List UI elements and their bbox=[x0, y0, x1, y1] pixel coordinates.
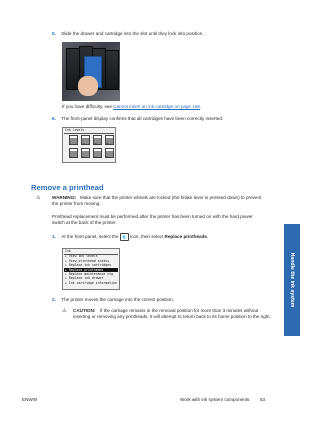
ink-menu-icon: 💧 bbox=[120, 233, 129, 241]
menu-item-label: Replace ink drawer bbox=[68, 276, 104, 281]
menu-item-label: View ink levels bbox=[68, 254, 98, 259]
menu-item-label: Replace printheads bbox=[68, 267, 104, 272]
replace-printheads-label: Replace printheads bbox=[164, 234, 207, 240]
ink-color-label: Y bbox=[70, 156, 72, 159]
warning-label: WARNING! bbox=[52, 195, 76, 200]
screen-title: Ink levels bbox=[65, 128, 85, 132]
warning-block bbox=[52, 195, 266, 207]
hand bbox=[78, 76, 98, 96]
ink-level-grid bbox=[63, 128, 115, 162]
footer-left: ENWW bbox=[22, 397, 38, 402]
step-number: 6. bbox=[52, 117, 57, 122]
step-6 bbox=[52, 116, 262, 123]
cartridge-insertion-photo bbox=[62, 42, 120, 101]
warning-text: Make sure that the printer wheels are locked (the brake lever is pressed down) to prevent the printer from moving. bbox=[52, 195, 262, 207]
chapter-side-tab-label: Handle the ink system bbox=[289, 252, 295, 308]
difficulty-note: If you have difficulty, see Cannot insert an ink cartridge on page 165. bbox=[62, 104, 202, 109]
chapter-side-tab bbox=[284, 224, 300, 336]
ink-color-label: M bbox=[106, 156, 108, 159]
step-number: 1. bbox=[52, 235, 57, 241]
menu-arrow-icon: ▸ bbox=[65, 276, 69, 281]
ink-color-label: LG bbox=[94, 156, 98, 159]
menu-arrow-icon: ▸ bbox=[65, 263, 69, 268]
section-title: Remove a printhead bbox=[31, 183, 104, 192]
menu-arrow-icon: ▸ bbox=[65, 280, 69, 285]
warning-icon: ⚠ bbox=[36, 195, 41, 201]
menu-arrow-icon: ▸ bbox=[65, 267, 69, 272]
ink-cartridge bbox=[105, 50, 119, 90]
step-text: The printer moves the carriage into the correct position. bbox=[61, 297, 174, 302]
step-1: 1. At the front panel, select the 💧 icon, then select Replace printheads. bbox=[52, 234, 209, 241]
ink-levels-screen bbox=[62, 127, 116, 163]
menu-item-label: Replace ink cartridges bbox=[68, 263, 112, 268]
ink-color-label: C bbox=[70, 143, 72, 146]
caution-icon: ⚠ bbox=[62, 308, 67, 314]
screen-title: Ink bbox=[65, 249, 71, 253]
menu-arrow-icon: ▸ bbox=[65, 258, 69, 263]
caution-block bbox=[73, 308, 273, 320]
caution-label: CAUTION: bbox=[73, 308, 96, 313]
step-number: 2. bbox=[52, 298, 57, 303]
step-2 bbox=[52, 297, 266, 304]
step-text: Slide the drawer and cartridge into the slot until they lock into position. bbox=[61, 31, 204, 36]
ink-menu-list bbox=[64, 254, 118, 285]
menu-arrow-icon: ▸ bbox=[65, 254, 69, 259]
step-text: The front-panel display confirms that all cartridges have been correctly inserted. bbox=[61, 116, 224, 121]
troubleshoot-link[interactable]: Cannot insert an ink cartridge on page 165 bbox=[113, 104, 200, 109]
ink-menu-screen bbox=[62, 248, 120, 290]
body-paragraph: Printhead replacement must be performed after the printer has been turned on with the hard power switch at the back of the printer. bbox=[52, 214, 253, 226]
menu-item-label: View printhead status bbox=[68, 258, 110, 263]
menu-item[interactable] bbox=[64, 281, 118, 285]
caution-text: If the carriage remains in the removal position for more than 3 minutes without inserting or removing any printheads, it will attempt to return back to its home position to the right. bbox=[73, 308, 271, 320]
ink-color-label: MK bbox=[106, 143, 110, 146]
footer-chapter: Work with ink system components bbox=[180, 397, 250, 402]
menu-arrow-icon: ▸ bbox=[65, 272, 69, 277]
ink-color-label: LC bbox=[82, 156, 86, 159]
step-number: 5. bbox=[52, 32, 57, 37]
ink-color-label: LM bbox=[82, 143, 86, 146]
page-number: 63 bbox=[260, 397, 266, 402]
step-5 bbox=[52, 31, 262, 38]
ink-color-label: PK bbox=[94, 143, 98, 146]
menu-item-label: Replace maintenance ctg bbox=[68, 272, 113, 277]
menu-item-label: Ink cartridge information bbox=[68, 280, 117, 285]
